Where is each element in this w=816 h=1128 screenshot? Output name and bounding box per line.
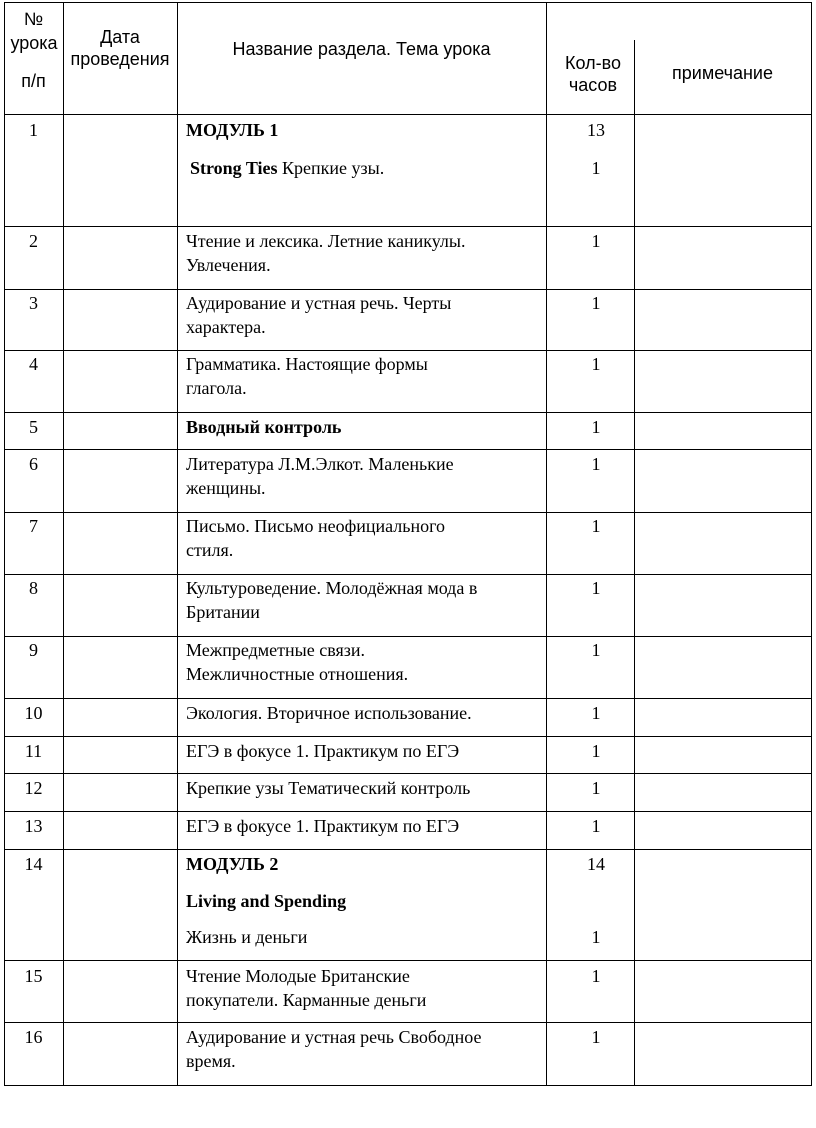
row-divider bbox=[4, 698, 812, 699]
row-number: 9 bbox=[29, 640, 38, 660]
row-number: 11 bbox=[24, 741, 43, 761]
row-number: 16 bbox=[24, 1027, 43, 1047]
row-number: 3 bbox=[29, 293, 38, 313]
table-border-left bbox=[4, 2, 5, 1086]
lesson-hours: 1 bbox=[591, 966, 601, 986]
lesson-topic: Чтение и лексика. Летние каникулы. bbox=[186, 231, 466, 251]
row-divider bbox=[4, 114, 812, 115]
row-number: 12 bbox=[24, 778, 43, 798]
lesson-topic: Чтение Молодые Британские bbox=[186, 966, 410, 986]
row-divider bbox=[4, 773, 812, 774]
row-number: 5 bbox=[29, 417, 38, 437]
lesson-topic: Письмо. Письмо неофициального bbox=[186, 516, 446, 536]
lesson-topic: Межпредметные связи. bbox=[186, 640, 365, 660]
lesson-hours: 1 bbox=[591, 454, 601, 474]
header-hours-line1: Кол-во bbox=[565, 53, 621, 73]
row-number: 7 bbox=[29, 516, 38, 536]
lesson-hours: 1 bbox=[591, 231, 601, 251]
header-date-line1: Дата bbox=[100, 27, 140, 47]
row-number: 13 bbox=[24, 816, 43, 836]
lesson-topic: Экология. Вторичное использование. bbox=[186, 703, 472, 723]
lesson-topic-cont: покупатели. Карманные деньги bbox=[186, 990, 427, 1010]
row-divider bbox=[4, 636, 812, 637]
lesson-topic-cont: характера. bbox=[186, 317, 266, 337]
row-number: 14 bbox=[24, 854, 43, 874]
lesson-hours: 1 bbox=[591, 778, 601, 798]
lesson-hours: 1 bbox=[591, 741, 601, 761]
lesson-topic-cont: стиля. bbox=[186, 540, 234, 560]
row-divider bbox=[4, 512, 812, 513]
row-divider bbox=[4, 849, 812, 850]
row-divider bbox=[4, 449, 812, 450]
header-hours-line2: часов bbox=[568, 75, 618, 95]
lesson-hours: 1 bbox=[591, 640, 601, 660]
row-divider bbox=[4, 960, 812, 961]
row-divider bbox=[4, 412, 812, 413]
lesson-topic: Грамматика. Настоящие формы bbox=[186, 354, 428, 374]
lesson-topic: Аудирование и устная речь Свободное bbox=[186, 1027, 482, 1047]
table-border-right bbox=[811, 2, 812, 1086]
module-subtitle-en: Living and Spending bbox=[186, 891, 347, 911]
row-divider bbox=[4, 226, 812, 227]
module-subtitle bbox=[190, 156, 384, 181]
row-number: 10 bbox=[24, 703, 43, 723]
lesson-hours: 1 bbox=[591, 703, 601, 723]
header-num-pp: п/п bbox=[21, 71, 46, 91]
row-number: 15 bbox=[24, 966, 43, 986]
header-topic: Название раздела. Тема урока bbox=[232, 39, 491, 59]
module-hours: 14 bbox=[587, 854, 605, 874]
lesson-topic-cont: Британии bbox=[186, 602, 260, 622]
lesson-hours: 1 bbox=[591, 578, 601, 598]
lesson-hours: 1 bbox=[591, 293, 601, 313]
row-number: 8 bbox=[29, 578, 38, 598]
row-number: 4 bbox=[29, 354, 38, 374]
column-divider bbox=[177, 2, 178, 1086]
row-divider bbox=[4, 289, 812, 290]
row-number: 1 bbox=[29, 120, 38, 140]
module-hours: 13 bbox=[587, 120, 605, 140]
header-date-line2: проведения bbox=[70, 49, 170, 69]
header-num-lesson: урока bbox=[10, 33, 58, 53]
lesson-topic-cont: время. bbox=[186, 1051, 236, 1071]
row-divider bbox=[4, 736, 812, 737]
lesson-topic: ЕГЭ в фокусе 1. Практикум по ЕГЭ bbox=[186, 741, 460, 761]
table-border-bottom bbox=[4, 1085, 812, 1086]
lesson-hours: 1 bbox=[591, 816, 601, 836]
lesson-topic: Культуроведение. Молодёжная мода в bbox=[186, 578, 478, 598]
lesson-hours: 1 bbox=[591, 354, 601, 374]
lesson-hours: 1 bbox=[591, 417, 601, 437]
lesson-topic-cont: женщины. bbox=[186, 478, 266, 498]
lesson-topic: Литература Л.М.Элкот. Маленькие bbox=[186, 454, 454, 474]
lesson-topic: Крепкие узы Тематический контроль bbox=[186, 778, 471, 798]
row-divider bbox=[4, 811, 812, 812]
module-subtitle-en: Strong Ties bbox=[190, 158, 278, 178]
module-title: МОДУЛЬ 1 bbox=[186, 120, 279, 140]
row-divider bbox=[4, 350, 812, 351]
column-divider bbox=[63, 2, 64, 1086]
row-number: 2 bbox=[29, 231, 38, 251]
lesson-topic: ЕГЭ в фокусе 1. Практикум по ЕГЭ bbox=[186, 816, 460, 836]
table-border-top bbox=[4, 2, 812, 3]
lesson-hours: 1 bbox=[591, 927, 601, 947]
lesson-topic-cont: Межличностные отношения. bbox=[186, 664, 409, 684]
lesson-topic: Аудирование и устная речь. Черты bbox=[186, 293, 452, 313]
row-divider bbox=[4, 1022, 812, 1023]
row-divider bbox=[4, 574, 812, 575]
header-num-symbol: № bbox=[23, 9, 44, 29]
lesson-topic-cont: Увлечения. bbox=[186, 255, 271, 275]
lesson-topic-cont: глагола. bbox=[186, 378, 247, 398]
module-subtitle-ru: Жизнь и деньги bbox=[186, 927, 308, 947]
module-subtitle-ru: Крепкие узы. bbox=[277, 158, 385, 178]
lesson-hours: 1 bbox=[591, 158, 601, 178]
lesson-topic: Вводный контроль bbox=[186, 417, 342, 437]
row-number: 6 bbox=[29, 454, 38, 474]
module-title: МОДУЛЬ 2 bbox=[186, 854, 279, 874]
header-note: примечание bbox=[672, 63, 773, 83]
lesson-hours: 1 bbox=[591, 516, 601, 536]
lesson-hours: 1 bbox=[591, 1027, 601, 1047]
